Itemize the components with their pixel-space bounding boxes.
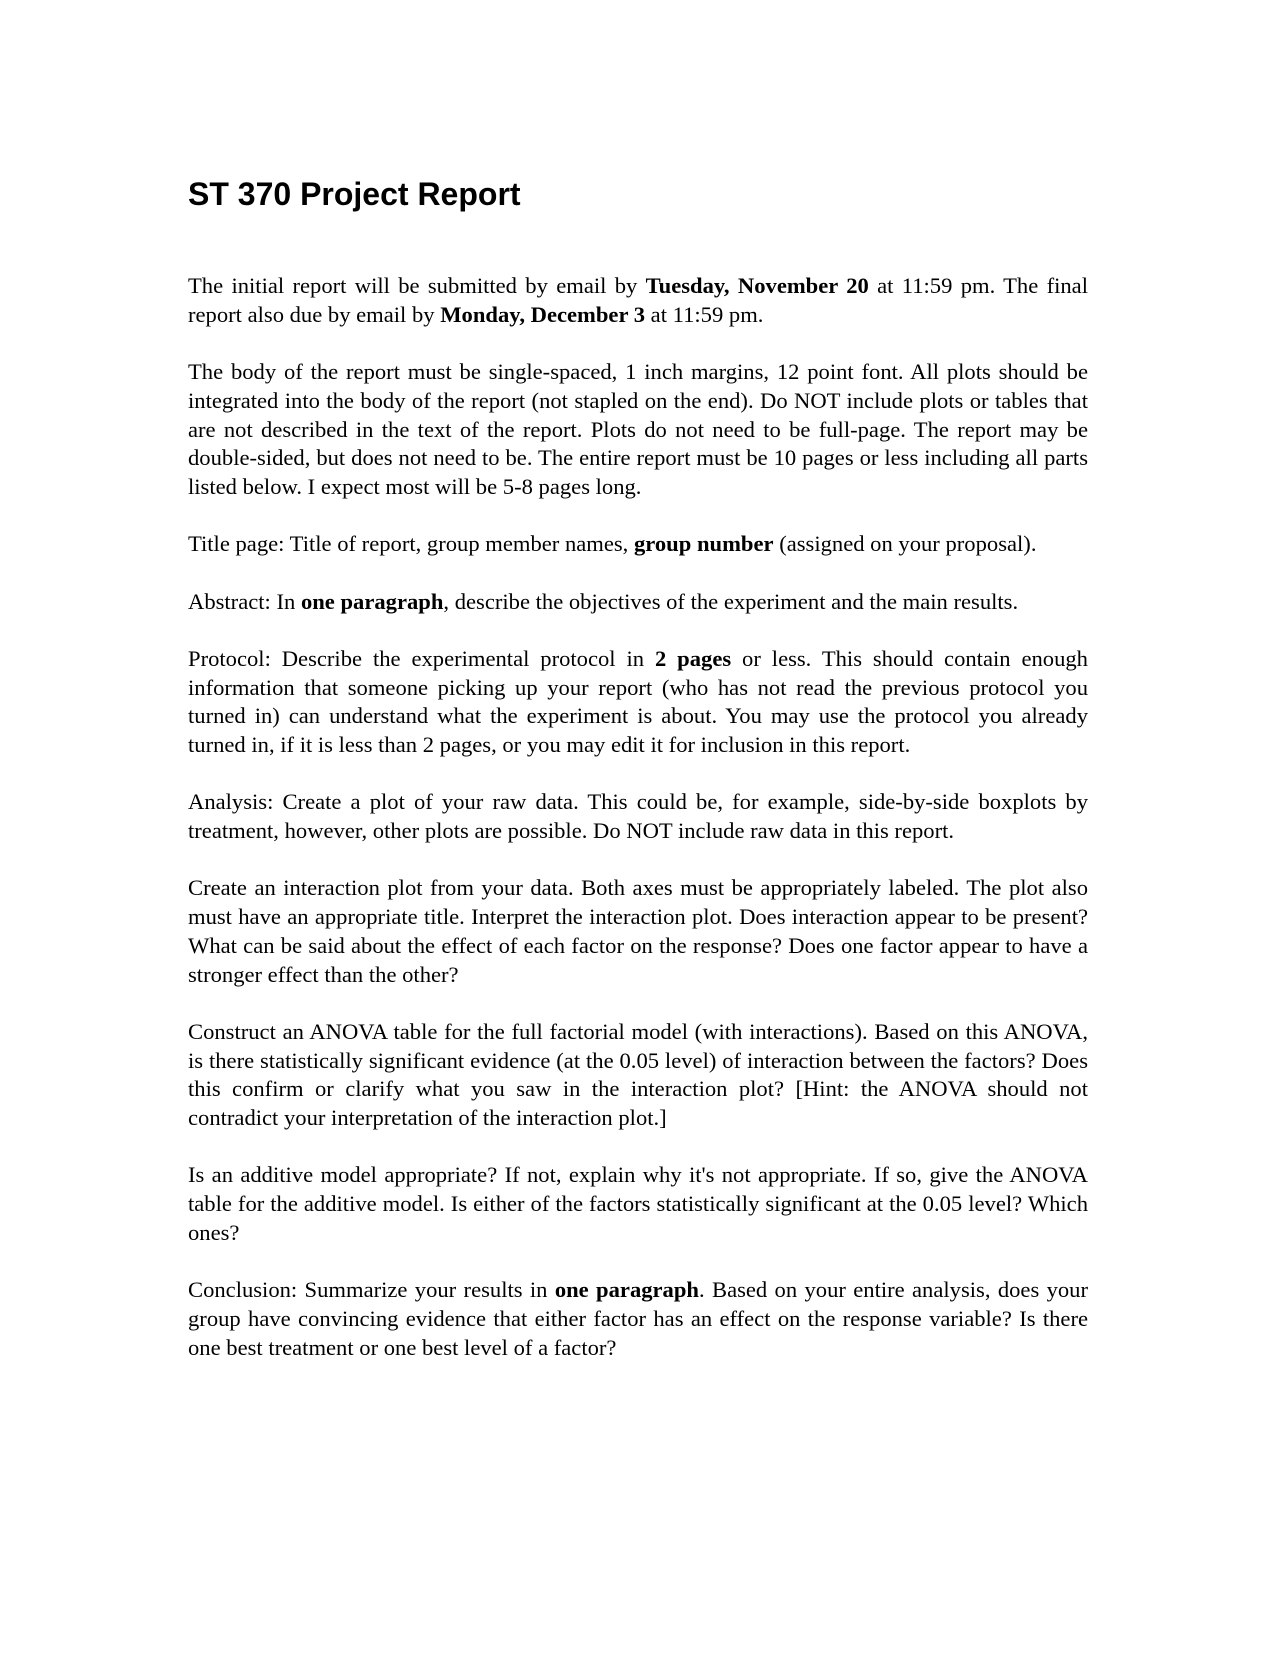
document-title: ST 370 Project Report (188, 176, 521, 212)
protocol-text-2: or less. This should contain enough information that someone picking up your report (who has not read the previous protocol you turned in) can understand what the experiment is about. You may use the protocol you already turned in, if it is less than 2 pages, or you may edit it for inclusion in this report. (188, 645, 1088, 758)
title-page-text-2: (assigned on your proposal). (773, 531, 1037, 557)
abstract-text-1: Abstract: In (188, 588, 301, 614)
document-page (188, 174, 1088, 1391)
group-number-emphasis: group number (633, 531, 774, 557)
conclusion-text-2: . Based on your entire analysis, does your group have convincing evidence that either factor has an effect on the response variable? Is there one best treatment or one best level of a factor? (188, 1277, 1088, 1360)
initial-deadline-date: Tuesday, November 20 (645, 273, 869, 298)
additive-model-paragraph: Is an additive model appropriate? If not, explain why it's not appropriate. If so, give the ANOVA table for the additive model. Is either of the factors statistically significant at the 0.05 level? Which ones? (188, 1162, 1088, 1246)
deadline-text-3: at 11:59 pm. (645, 301, 764, 327)
formatting-paragraph: The body of the report must be single-spaced, 1 inch margins, 12 point font. All plots should be integrated into the body of the report (not stapled on the end). Do NOT include plots or tables that are not described in the text of the report. Plots do not need to be full-page. The report may be double-sided, but does not need to be. The entire report must be 10 pages or less including all parts listed below. I expect most will be 5-8 pages long. (188, 358, 1088, 500)
deadline-text-2: at 11:59 pm. The final report also due by email by (188, 273, 1088, 327)
analysis-paragraph: Analysis: Create a plot of your raw data. This could be, for example, side-by-side boxplots by treatment, however, other plots are possible. Do NOT include raw data in this report. (188, 789, 1088, 844)
deadline-paragraph (188, 272, 1088, 330)
abstract-paragraph (188, 588, 1088, 617)
deadline-text-1: The initial report will be submitted by email by (188, 273, 646, 298)
abstract-text-2: , describe the objectives of the experiment and the main results. (443, 588, 1019, 614)
title-page-paragraph (188, 530, 1088, 559)
conclusion-text-1: Conclusion: Summarize your results in (188, 1277, 555, 1303)
abstract-emphasis: one paragraph (300, 588, 444, 614)
protocol-text-1: Protocol: Describe the experimental protocol in (188, 645, 655, 671)
interaction-plot-paragraph: Create an interaction plot from your data. Both axes must be appropriately labeled. The plot also must have an appropriate title. Interpret the interaction plot. Does interaction appear to be present? What can be said about the effect of each factor on the response? Does one factor appear to have a stronger effect than the other? (188, 875, 1088, 987)
conclusion-emphasis: one paragraph (554, 1277, 699, 1303)
anova-paragraph: Construct an ANOVA table for the full factorial model (with interactions). Based on this ANOVA, is there statistically significant evidence (at the 0.05 level) of interaction between the factors? Does this confirm or clarify what you saw in the interaction plot? [Hint: the ANOVA should not contradict your interpretation of the interaction plot.] (188, 1018, 1088, 1131)
title-page-text-1: Title page: Title of report, group member names, (188, 531, 634, 557)
protocol-paragraph (188, 645, 1088, 760)
protocol-emphasis: 2 pages (654, 645, 732, 671)
conclusion-paragraph (188, 1276, 1088, 1362)
final-deadline-date: Monday, December 3 (440, 301, 646, 327)
